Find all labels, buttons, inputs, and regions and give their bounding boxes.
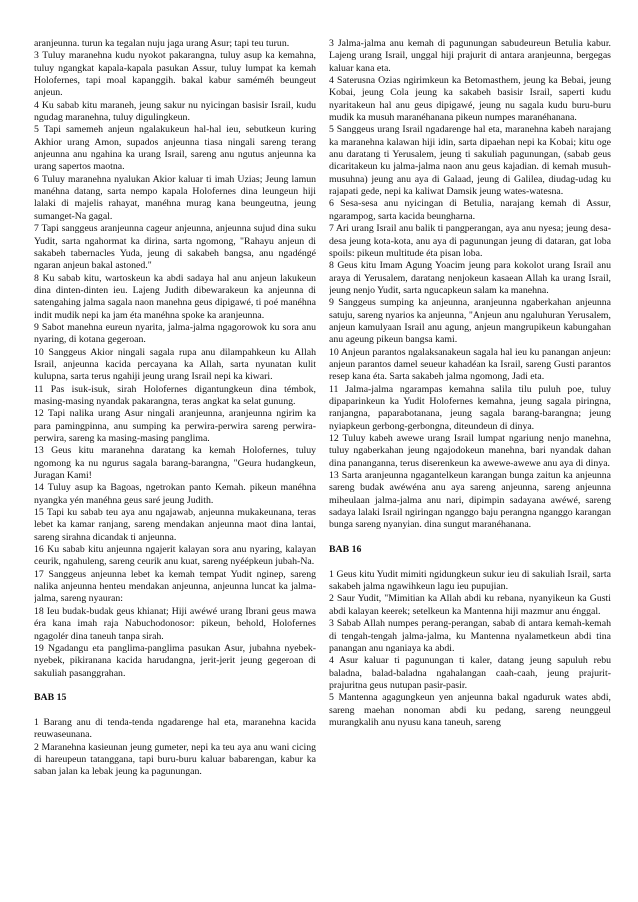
verse-paragraph: 8 Geus kitu Imam Agung Yoacim jeung para kokolot urang Israil anu araya di Yerusalem, daratang nenjokeun kasaean Allah ka urang Israil, jeung nenjo Yudit, sarta ngucapkeun salam ka manehna. xyxy=(329,260,611,296)
verse-paragraph: 13 Geus kitu maranehna daratang ka kemah Holofernes, tuluy ngomong ka nu ngurus sagala barang-barangna, "Geura hudangkeun, Juragan Kami! xyxy=(34,445,316,482)
verse-paragraph: 6 Tuluy maranehna nyalukan Akior kaluar ti imah Uzias; Jeung lamun manéhna datang, sarta nempo kapala Holofernes dina leungeun hiji lalaki di majelis rahayat, manéhna murag kana beungeutna, jeung sumanget-Na gagal. xyxy=(34,173,316,222)
verse-paragraph: 1 Geus kitu Yudit mimiti ngidungkeun sukur ieu di sakuliah Israil, sarta sakabeh jalma ngawihkeun lagu ieu pupujian. xyxy=(329,568,611,593)
verse-paragraph: 14 Tuluy asup ka Bagoas, ngetrokan panto Kemah. pikeun manéhna nyangka yén manéhna geus saré jeung Judith. xyxy=(34,482,316,506)
verse-paragraph: 3 Sabab Allah numpes perang-perangan, sabab di antara kemah-kemah di tengah-tengah jalma-jalma, ku Mantenna nyalametkeun abdi tina panangan anu nganiaya ka abdi. xyxy=(329,618,611,654)
verse-paragraph: 5 Mantenna agagungkeun yen anjeunna bakal ngaduruk wates abdi, sareng maehan nonoman abdi ku pedang, sareng neunggeul murangkalih anu nyusu kana taneuh, sareng xyxy=(329,692,611,728)
verse-paragraph: 6 Sesa-sesa anu nyicingan di Betulia, narajang kemah di Assur, ngarampog, sarta kacida beungharna. xyxy=(329,198,611,222)
verse-paragraph: 18 Ieu budak-budak geus khianat; Hiji awéwé urang Ibrani geus mawa éra kana imah raja Nabuchodonosor: pikeun, behold, Holofernes ngagolér dina taneuh tanpa sirah. xyxy=(34,605,316,642)
verse-paragraph: 11 Jalma-jalma ngarampas kemahna salila tilu puluh poe, tuluy dipaparinkeun ka Yudit Holofernes kemahna, jeung sagala piringna, ranjangna, paparabotanana, jeung sagala barang-barangna; jeung nyiapkeun gerbong-gerbongna, diteundeun di dinya. xyxy=(329,383,611,432)
verse-paragraph: 4 Asur kaluar ti pagunungan ti kaler, datang jeung sapuluh rebu baladna, balad-baladna ngahalangan caah-caah, jeung prajurit-prajuritna geus nutupan pasir-pasir. xyxy=(329,655,611,691)
left-column xyxy=(34,38,316,884)
verse-paragraph: 3 Tuluy maranehna kudu nyokot pakarangna, tuluy asup ka kemahna, tuluy ngangkat kapala-kapala pasukan Assur, tuluy lumpat ka kemah Holofernes, tapi moal kapanggih. bakal kabur saméméh beungeut anjeun. xyxy=(34,50,316,99)
verse-paragraph: 11 Pas isuk-isuk, sirah Holofernes digantungkeun dina témbok, masing-masing nyandak pakarangna, teras angkat ka selat gunung. xyxy=(34,383,316,407)
verse-paragraph: 12 Tapi nalika urang Asur ningali aranjeunna, aranjeunna ngirim ka para pamingpinna, anu sumping ka perwira-perwira sareng perwira-perwira, sareng ka masing-masing panglima. xyxy=(34,408,316,444)
verse-paragraph: 1 Barang anu di tenda-tenda ngadarenge hal eta, maranehna kacida reuwaseunana. xyxy=(34,716,316,741)
verse-paragraph: 2 Maranehna kasieunan jeung gumeter, nepi ka teu aya anu wani cicing di hareupeun tatanggana, tapi buru-buru kaluar babarengan, kabur ka saban jalan ka lebak jeung ka pagunungan. xyxy=(34,741,316,778)
verse-paragraph: 8 Ku sabab kitu, wartoskeun ka abdi sadaya hal anu anjeun lakukeun dina dinten-dinten ieu. Lajeng Judith dibewarakeun ka anjeunna di satengahing jalma sagala naon manehna geus dipigawé, ti poé manéhna indit mudik nepi ka jam éta manéhna spoke ka aranjeunna. xyxy=(34,272,316,321)
verse-paragraph: 7 Tapi sanggeus aranjeunna cageur anjeunna, anjeunna sujud dina suku Yudit, sarta ngahormat ka dirina, sarta ngomong, "Rahayu anjeun di sakabeh tabernacles Yuda, jeung di sakabeh bangsa, anu ngadéngé ngaran anjeun bakal astoned." xyxy=(34,223,316,272)
verse-paragraph: 19 Ngadangu eta panglima-panglima pasukan Asur, jubahna nyebek-nyebek, pikiranana kacida harudangna, jerit-jerit jeung gegeroan di sakuliah pasanggrahan. xyxy=(34,642,316,679)
verse-paragraph: 12 Tuluy kabeh awewe urang Israil lumpat ngariung nenjo manehna, tuluy ngaberkahan jeung ngajodokeun manehna, bari nyandak dahan dina pananganna, terus diserenkeun ka awewe-awewe anu aya di dinya. xyxy=(329,433,611,469)
verse-paragraph: 16 Ku sabab kitu anjeunna ngajerit kalayan sora anu nyaring, kalayan ceurik, ngahuleng, sareng ceurik anu kuat, sareng nyéépkeun jubah-Na. xyxy=(34,544,316,568)
right-column xyxy=(329,38,611,884)
verse-paragraph: 9 Sanggeus sumping ka anjeunna, aranjeunna ngaberkahan anjeunna satuju, sareng nyarios ka anjeunna, "Anjeun anu ngaluhuran Yerusalem, anjeun kamulyaan Israil anu agung, anjeun mangrupikeun kabungahan anu ageung pikeun bangsa kami. xyxy=(329,297,611,346)
verse-paragraph: 7 Ari urang Israil anu balik ti pangperangan, aya anu nyesa; jeung desa-desa jeung kota-kota, anu aya di pagunungan jeung di dataran, gat loba spoils: pikeun multitude éta pisan loba. xyxy=(329,223,611,259)
verse-paragraph: 4 Saterusna Ozias ngirimkeun ka Betomasthem, jeung ka Bebai, jeung Kobai, jeung Cola jeung ka sakabeh basisir Israil, saperti kudu nyaritakeun hal anu geus dipigawé, jeung nu sagala kudu buru-buru mudik ka musuh maranéhanana pikeun numpes maranéhanana. xyxy=(329,75,611,124)
verse-paragraph: 4 Ku sabab kitu maraneh, jeung sakur nu nyicingan basisir Israil, kudu ngudag maranehna, tuluy digulingkeun. xyxy=(34,99,316,124)
verse-paragraph: aranjeunna. turun ka tegalan nuju jaga urang Asur; tapi teu turun. xyxy=(34,38,290,49)
verse-paragraph: 9 Sabot manehna eureun nyarita, jalma-jalma ngagorowok ku sora anu nyaring, di kotana gegeroan. xyxy=(34,321,316,346)
verse-paragraph: 3 Jalma-jalma anu kemah di pagunungan sabudeureun Betulia kabur. Lajeng urang Israil, unggal hiji prajurit di antara aranjeunna, bergegas kaluar kana eta. xyxy=(329,38,611,74)
chapter-heading: BAB 15 xyxy=(34,692,67,704)
verse-paragraph: 15 Tapi ku sabab teu aya anu ngajawab, anjeunna mukakeunana, teras lebet ka kamar ranjang, sareng mendakan anjeunna maot dina lantai, sareng sirahna dicandak ti anjeunna. xyxy=(34,507,316,543)
verse-paragraph: 5 Sanggeus urang Israil ngadarenge hal eta, maranehna kabeh narajang ka maranehna kalawan hiji idin, sarta dipaehan nepi ka Kobai; kitu oge anu daratang ti Yerusalem, jeung ti sakuliah pagunungan, (sabab geus dicaritakeun ku jalma-jalma naon anu geus kajadian. di kemah musuh-musuhna) jeung anu aya di Galaad, jeung di Galilea, diudag-udag ku rajapati gede, nepi ka kaliwat Damsik jeung wates-watesna. xyxy=(329,124,611,198)
verse-paragraph: 10 Anjeun parantos ngalaksanakeun sagala hal ieu ku panangan anjeun: anjeun parantos damel seueur kahadéan ka Israil, sareng Gusti parantos resep kana éta. Sarta sakabeh jalma ngomong, Jadi eta. xyxy=(329,346,611,383)
verse-paragraph: 5 Tapi samemeh anjeun ngalakukeun hal-hal ieu, sebutkeun kuring Akhior urang Amon, supados anjeunna tiasa ningali sareng terang anjeunna anu ngahina ka urang Israil, sareng anu ngutus anjeunna ka urang sapertos maotna. xyxy=(34,124,316,173)
chapter-heading: BAB 16 xyxy=(329,544,362,556)
verse-paragraph: 10 Sanggeus Akior ningali sagala rupa anu dilampahkeun ku Allah Israil, anjeunna kacida percayana ka Allah, sarta nyunatan kulit kulupna, sarta terus ngahiji jeung urang Israil nepi ka kiwari. xyxy=(34,346,316,383)
verse-paragraph: 2 Saur Yudit, "Mimitian ka Allah abdi ku rebana, nyanyikeun ka Gusti abdi kalayan keerek; setelkeun ka Mantenna hiji mazmur anu énggal. xyxy=(329,593,611,617)
verse-paragraph: 17 Sanggeus anjeunna lebet ka kemah tempat Yudit nginep, sareng nalika anjeunna henteu mendakan anjeunna, anjeunna luncat ka jalma-jalma, sareng nyauran: xyxy=(34,568,316,605)
verse-paragraph: 13 Sarta aranjeunna ngagantelkeun karangan bunga zaitun ka anjeunna sareng budak awéwéna anu aya sareng anjeunna, sareng anjeunna miheulaan jalma-jalma anu nari, dipimpin sadayana awéwé, sareng sadaya lalaki Israil ngiringan nganggo baju perangna nganggo karangan bunga sareng nyanyian. dina sungut maranéhanana. xyxy=(329,470,611,531)
